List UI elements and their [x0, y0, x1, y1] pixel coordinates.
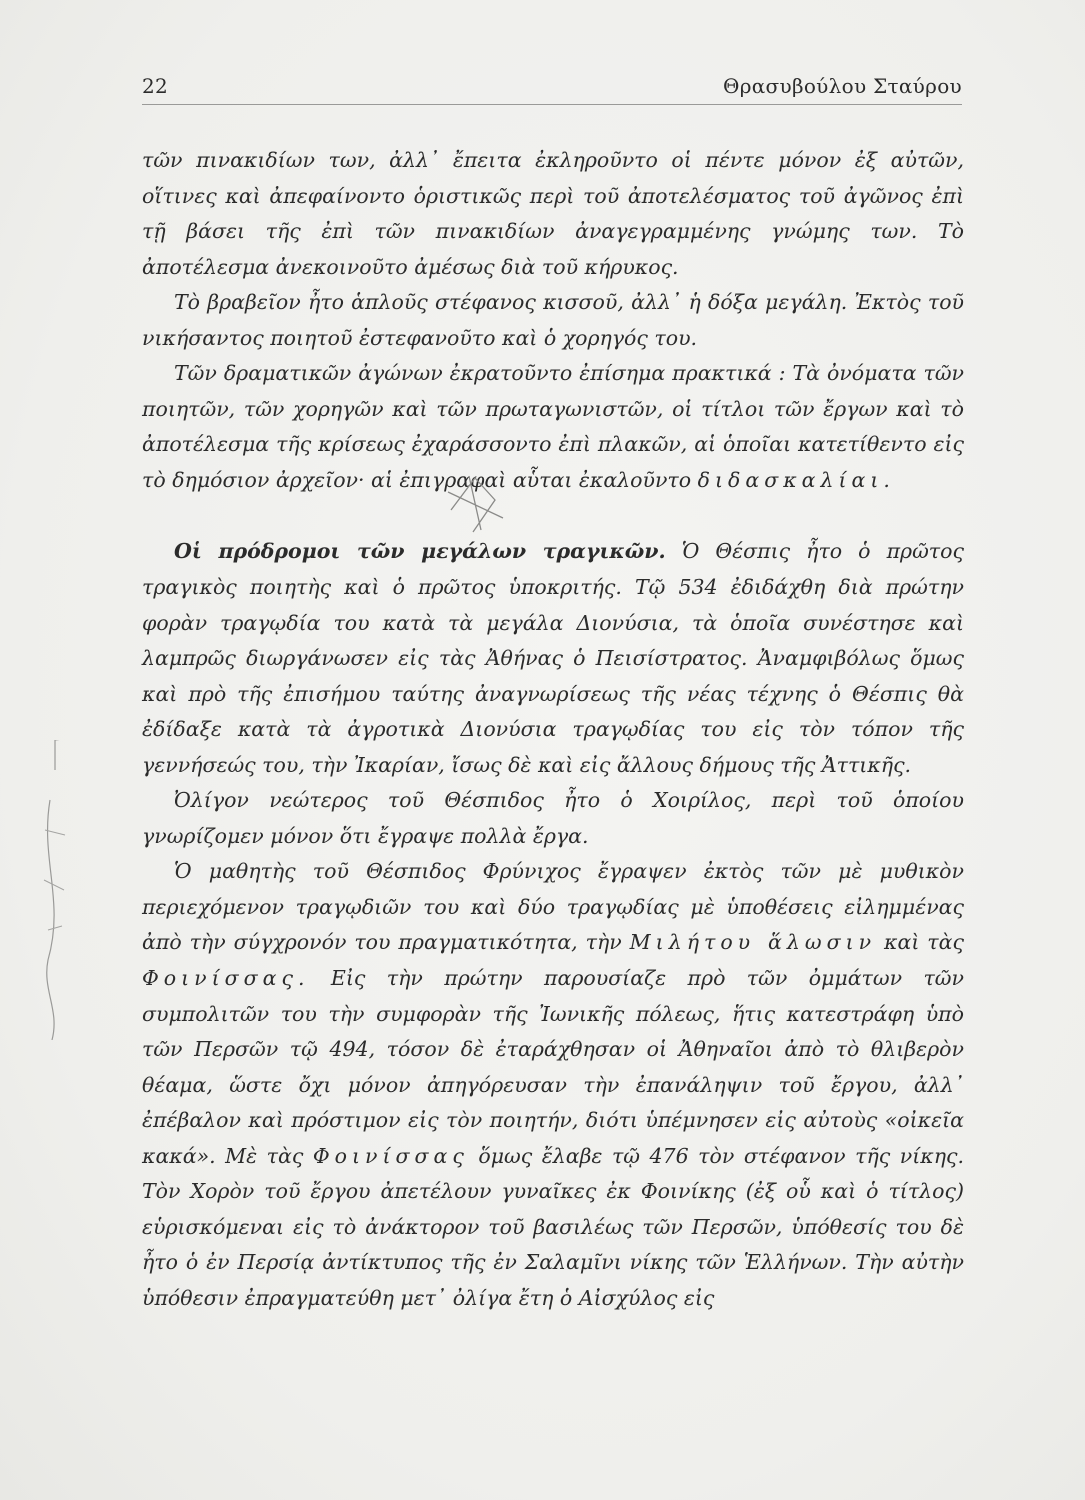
- paragraph-6-text-c: Εἰς τὴν πρώτην παρουσίαζε πρὸ τῶν ὀμμάτων τῶν συμπολιτῶν του τὴν συμφορὰν τῆς Ἰωνικῆς πόλεως, ἥτις κατεστράφη ὑπὸ τῶν Περσῶν τῷ 494, τόσον δὲ ἐταράχθησαν οἱ Ἀθηναῖοι ἀπὸ τὸ θλιβερὸν θέαμα, ὥστε ὄχι μόνον ἀπηγόρευσαν τὴν ἐπανάληψιν τοῦ ἔργου, ἀλλ᾽ ἐπέβαλον καὶ πρόστιμον εἰς τὸν ποιητήν, διότι ὑπέμνησεν εἰς αὐτοὺς «οἰκεῖα κακά». Μὲ τὰς: [142, 966, 964, 1168]
- page-number: 22: [142, 74, 169, 98]
- term-didaskaliai: διδασκαλίαι.: [697, 467, 895, 492]
- title-phoinissai: Φοινίσσας.: [142, 966, 310, 991]
- paragraph-3-text: Τῶν δραματικῶν ἀγώνων ἐκρατοῦντο ἐπίσημα πρακτικά : Τὰ ὀνόματα τῶν ποιητῶν, τῶν χορηγῶν καὶ τῶν πρωταγωνιστῶν, οἱ τίτλοι τῶν ἔργων καὶ τὸ ἀποτέλεσμα τῆς κρίσεως ἐχαράσσοντο ἐπὶ πλακῶν, αἱ ὁποῖαι κατετίθεντο εἰς τὸ δημόσιον ἀρχεῖον· αἱ ἐπιγραφαὶ αὗται ἐκαλοῦντο: [142, 361, 964, 492]
- paragraph-5: Ὀλίγον νεώτερος τοῦ Θέσπιδος ἦτο ὁ Χοιρίλος, περὶ τοῦ ὁποίου γνωρίζομεν μόνον ὅτι ἔγραψε πολλὰ ἔργα.: [142, 788, 964, 848]
- page-header: [142, 74, 962, 104]
- running-title: Θρασυβούλου Σταύρου: [723, 74, 962, 98]
- paragraph-4-text: Ὁ Θέσπις ἦτο ὁ πρῶτος τραγικὸς ποιητὴς καὶ ὁ πρῶτος ὑποκριτής. Τῷ 534 ἐδιδάχθη διὰ πρώτην φορὰν τραγῳδία του κατὰ τὰ μεγάλα Διονύσια, τὰ ὁποῖα συνέστησε καὶ λαμπρῶς διωργάνωσεν εἰς τὰς Ἀθήνας ὁ Πεισίστρατος. Ἀναμφιβόλως ὅμως καὶ πρὸ τῆς ἐπισήμου ταύτης ἀναγνωρίσεως τῆς νέας τέχνης ὁ Θέσπις θὰ ἐδίδαξε κατὰ τὰ ἀγροτικὰ Διονύσια τραγῳδίας του εἰς τὸν τόπον τῆς γεννήσεώς του, τὴν Ἰκαρίαν, ἴσως δὲ καὶ εἰς ἄλλους δήμους τῆς Ἀττικῆς.: [142, 539, 964, 777]
- paragraph-6-text-b: καὶ τὰς: [884, 930, 964, 955]
- paragraph-6-text-a: Ὁ μαθητὴς τοῦ Θέσπιδος Φρύνιχος ἔγραψεν ἐκτὸς τῶν μὲ μυθικὸν περιεχόμενον τραγῳδιῶν του καὶ δύο τραγῳδίας μὲ ὑποθέσεις εἰλημμένας ἀπὸ τὴν σύγχρονόν του πραγματικότητα, τὴν: [142, 859, 964, 955]
- paragraph-4: [142, 534, 964, 783]
- paragraph-2: Τὸ βραβεῖον ἦτο ἁπλοῦς στέφανος κισσοῦ, ἀλλ᾽ ἡ δόξα μεγάλη. Ἐκτὸς τοῦ νικήσαντος ποιητοῦ ἐστεφανοῦτο καὶ ὁ χορηγός του.: [142, 290, 964, 350]
- section-heading: Οἱ πρόδρομοι τῶν μεγάλων τραγικῶν.: [174, 539, 666, 564]
- body-text: [142, 143, 964, 1317]
- paragraph-3: [142, 356, 964, 498]
- title-phoinissai-2: Φοινίσσας: [312, 1143, 469, 1168]
- margin-pencil-annotation: [30, 740, 90, 1040]
- header-rule: [142, 104, 962, 105]
- pencil-scribble: [443, 470, 513, 540]
- paragraph-1: τῶν πινακιδίων των, ἀλλ᾽ ἔπειτα ἐκληροῦντο οἱ πέντε μόνον ἐξ αὐτῶν, οἵτινες καὶ ἀπεφαίνοντο ὁριστικῶς περὶ τοῦ ἀποτελέσματος τοῦ ἀγῶνος ἐπὶ τῇ βάσει τῆς ἐπὶ τῶν πινακιδίων ἀναγεγραμμένης γνώμης των. Τὸ ἀποτέλεσμα ἀνεκοινοῦτο ἀμέσως διὰ τοῦ κήρυκος.: [142, 148, 964, 279]
- paragraph-6: [142, 854, 964, 1316]
- paragraph-6-text-d: ὅμως ἔλαβε τῷ 476 τὸν στέφανον τῆς νίκης. Τὸν Χορὸν τοῦ ἔργου ἀπετέλουν γυναῖκες ἐκ Φοινίκης (ἐξ οὗ καὶ ὁ τίτλος) εὑρισκόμεναι εἰς τὸ ἀνάκτορον τοῦ βασιλέως τῶν Περσῶν, ὑπόθεσίς του δὲ ἦτο ὁ ἐν Περσίᾳ ἀντίκτυπος τῆς ἐν Σαλαμῖνι νίκης τῶν Ἑλλήνων. Τὴν αὐτὴν ὑπόθεσιν ἐπραγματεύθη μετ᾽ ὀλίγα ἔτη ὁ Αἰσχύλος εἰς: [142, 1143, 964, 1310]
- title-miletou-halosis: Μιλήτου ἅλωσιν: [629, 930, 877, 955]
